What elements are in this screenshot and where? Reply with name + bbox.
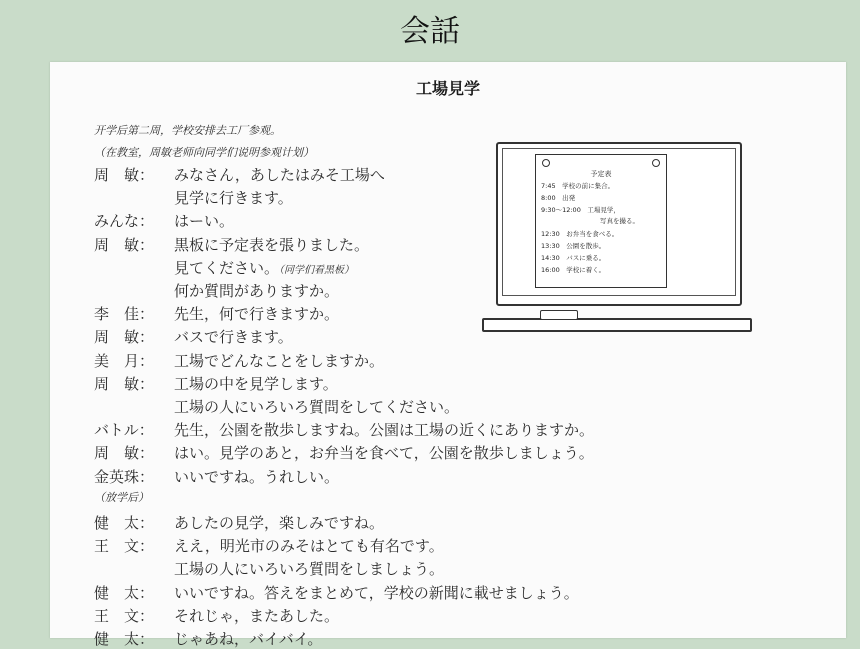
pin-icon [542,159,550,167]
dialogue-text: 工場の人にいろいろ質問をしましょう。 [174,560,445,579]
dialogue-line [94,419,594,440]
schedule-item: 13:30 公園を散歩。 [541,242,606,250]
dialogue-text: あしたの見学，楽しみですね。 [174,514,385,532]
speaker-name: 周 敏： [94,235,155,254]
textbook-page [50,62,846,648]
dialogue-text: 工場の中を見学します。 [174,374,338,393]
schedule-item: 14:30 バスに乗る。 [541,254,606,262]
dialogue-line [94,373,338,394]
dialogue-text: はい。見学のあと，お弁当を食べて，公園を散歩しましょう。 [174,444,594,463]
dialogue-text: みなさん，あしたはみそ工場へ [174,166,385,184]
dialogue-line [94,466,339,487]
dialogue-text: じゃあね，バイバイ。 [174,630,323,648]
lesson-title: 工場見学 [415,79,480,98]
dialogue-text: ええ，明光市のみそはとても有名です。 [174,537,444,556]
dialogue-line [94,605,339,626]
speaker-name: みんな： [94,212,155,231]
chalk-ledge [482,318,752,332]
schedule-item: 12:30 お弁当を食べる。 [541,230,619,238]
dialogue-line [174,187,293,208]
dialogue-text: バスで行きます。 [174,328,293,347]
speaker-name: 美 月： [94,351,155,370]
schedule-item: 写真を撮る。 [600,217,639,225]
intro-line: （在教室，周敏老师向同学们说明参观计划） [94,146,314,159]
dialogue-text: 先生，何で行きますか。 [174,305,340,324]
schedule-item: 16:00 学校に着く。 [541,266,606,274]
pin-icon [652,159,660,167]
dialogue-line [94,628,322,649]
dialogue-text: 何か質問がありますか。 [174,282,340,300]
dialogue-line [94,489,149,505]
dialogue-line [94,512,384,533]
intro-line: 开学后第二周，学校安排去工厂参观。 [94,124,281,137]
schedule-title: 予定表 [590,170,612,178]
dialogue-text: はーい。 [174,212,235,231]
speaker-name: 金英珠： [94,467,155,486]
speaker-name: 周 敏： [94,166,155,184]
dialogue-text: 工場の人にいろいろ質問をしてください。 [174,398,460,416]
dialogue-text: 見学に行きます。 [174,189,293,208]
dialogue-line [94,234,369,255]
dialogue-text: 見てください。 [174,258,280,277]
speaker-name: バトル： [94,421,154,440]
speaker-name: 健 太： [94,514,155,532]
schedule-item: 9:30〜12:00 工場見学， [541,206,620,214]
dialogue-line [94,350,384,371]
speaker-name: 周 敏： [94,374,155,393]
dialogue-text: 黒板に予定表を張りました。 [174,235,370,254]
dialogue-line [94,303,339,324]
dialogue-line [174,280,339,301]
slide-title: 会話 [400,14,460,49]
dialogue-line [94,326,293,347]
schedule-item: 7:45 学校の前に集合。 [541,182,615,190]
schedule-item: 8:00 出発 [541,194,576,202]
speaker-name: 王 文： [94,537,155,556]
speaker-name: 健 太： [94,583,155,602]
schedule-poster [535,154,667,288]
dialogue-line [94,164,385,185]
speaker-name: 李 佳： [94,305,155,324]
dialogue-line [94,210,234,231]
speaker-name: 周 敏： [94,444,155,463]
speaker-name: 王 文： [94,606,155,625]
stage-note: （同学们看黑板） [279,264,355,276]
dialogue-text: いいですね。うれしい。 [174,467,340,486]
speaker-name: 健 太： [94,630,155,648]
dialogue-text: 工場でどんなことをしますか。 [174,351,385,370]
dialogue-line [94,535,444,556]
dialogue-text: いいですね。答えをまとめて，学校の新聞に載せましょう。 [174,583,579,602]
dialogue-text: 先生，公園を散歩しますね。公園は工場の近くにありますか。 [174,421,595,440]
dialogue-line [174,257,354,278]
dialogue-line [174,558,444,579]
dialogue-line [94,442,594,463]
eraser-icon [540,310,578,320]
dialogue-line [174,396,459,417]
dialogue-line [94,582,579,603]
dialogue-text: （放学后） [94,490,149,504]
dialogue-text: それじゃ，またあした。 [174,606,340,625]
speaker-name: 周 敏： [94,328,155,347]
